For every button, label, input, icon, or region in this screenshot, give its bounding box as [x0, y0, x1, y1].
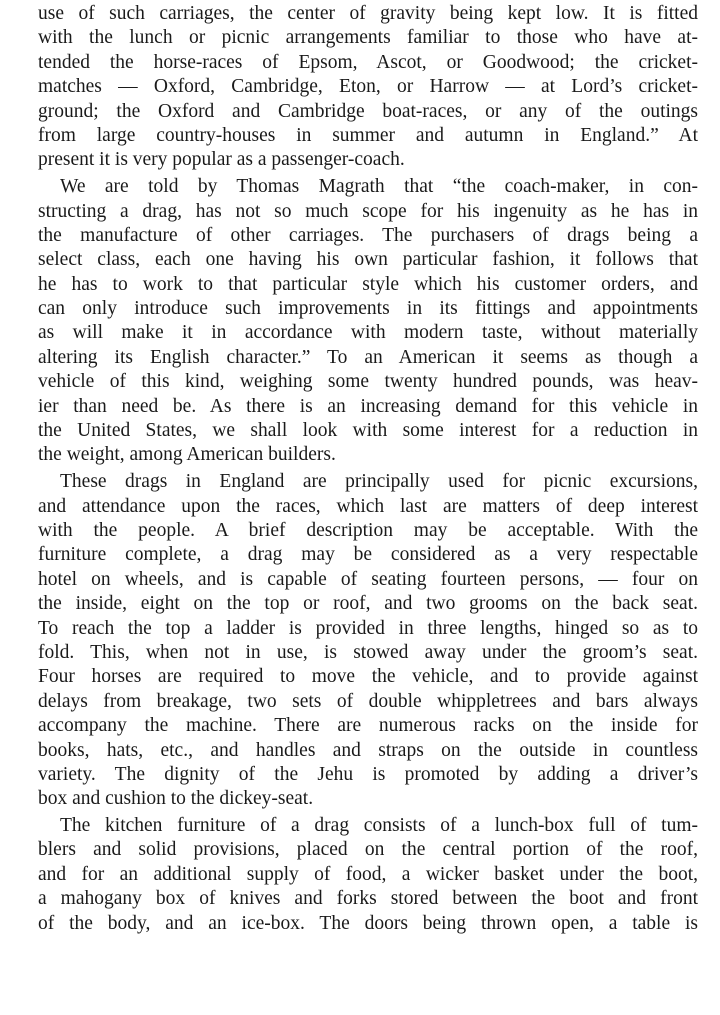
- text-line: as will make it in accordance with modern taste, without materially: [38, 322, 698, 344]
- paragraph: [38, 814, 698, 936]
- text-line: Four horses are required to move the vehicle, and to provide against: [38, 666, 698, 688]
- text-line: use of such carriages, the center of gravity being kept low. It is fitted: [38, 3, 698, 24]
- text-line: and attendance upon the races, which last are matters of deep interest: [38, 495, 698, 517]
- text-line: can only introduce such improvements in its fittings and appointments: [38, 298, 698, 320]
- text-line: from large country-houses in summer and autumn in England.” At: [38, 124, 698, 146]
- text-line: with the lunch or picnic arrangements familiar to those who have at-: [38, 27, 698, 49]
- text-line: a mahogany box of knives and forks stored between the boot and front: [38, 888, 698, 910]
- text-line: variety. The dignity of the Jehu is promoted by adding a driver’s: [38, 763, 698, 785]
- paragraph: [38, 175, 698, 468]
- text-line: books, hats, etc., and handles and straps on the outside in countless: [38, 739, 698, 761]
- text-line: hotel on wheels, and is capable of seating fourteen persons, — four on: [38, 568, 698, 590]
- text-line: We are told by Thomas Magrath that “the coach-maker, in con-: [60, 176, 698, 198]
- text-line: the inside, eight on the top or roof, and two grooms on the back seat.: [38, 593, 698, 615]
- text-line: To reach the top a ladder is provided in three lengths, hinged so as to: [38, 617, 698, 639]
- text-line: blers and solid provisions, placed on the central portion of the roof,: [38, 839, 698, 861]
- text-line: of the body, and an ice-box. The doors being thrown open, a table is: [38, 912, 698, 934]
- text-line: accompany the machine. There are numerous racks on the inside for: [38, 715, 698, 737]
- text-line: he has to work to that particular style which his customer orders, and: [38, 273, 698, 295]
- text-line: ground; the Oxford and Cambridge boat-races, or any of the outings: [38, 100, 698, 122]
- text-line: structing a drag, has not so much scope for his ingenuity as he has in: [38, 200, 698, 222]
- text-line: The kitchen furniture of a drag consists of a lunch-box full of tum-: [60, 815, 698, 837]
- text-line: with the people. A brief description may be acceptable. With the: [38, 519, 698, 541]
- text-line: matches — Oxford, Cambridge, Eton, or Harrow — at Lord’s cricket-: [38, 76, 698, 98]
- text-line: fold. This, when not in use, is stowed away under the groom’s seat.: [38, 641, 698, 663]
- text-line: the manufacture of other carriages. The purchasers of drags being a: [38, 224, 698, 246]
- text-line: the weight, among American builders.: [38, 444, 336, 466]
- paragraph: [38, 2, 698, 173]
- text-line: vehicle of this kind, weighing some twenty hundred pounds, was heav-: [38, 371, 698, 393]
- text-line: the United States, we shall look with some interest for a reduction in: [38, 420, 698, 442]
- text-line: furniture complete, a drag may be considered as a very respectable: [38, 544, 698, 566]
- document-page: [38, 2, 698, 936]
- text-line: tended the horse-races of Epsom, Ascot, or Goodwood; the cricket-: [38, 51, 698, 73]
- text-line: box and cushion to the dickey-seat.: [38, 788, 314, 810]
- body-text: [38, 2, 698, 936]
- text-line: altering its English character.” To an American it seems as though a: [38, 346, 698, 368]
- text-line: delays from breakage, two sets of double whippletrees and bars always: [38, 690, 698, 712]
- text-line: and for an additional supply of food, a wicker basket under the boot,: [38, 863, 698, 885]
- paragraph: [38, 470, 698, 811]
- text-line: present it is very popular as a passenger-coach.: [38, 149, 405, 171]
- text-line: ier than need be. As there is an increasing demand for this vehicle in: [38, 395, 698, 417]
- text-line: These drags in England are principally used for picnic excursions,: [60, 471, 698, 493]
- text-line: select class, each one having his own particular fashion, it follows that: [38, 249, 698, 271]
